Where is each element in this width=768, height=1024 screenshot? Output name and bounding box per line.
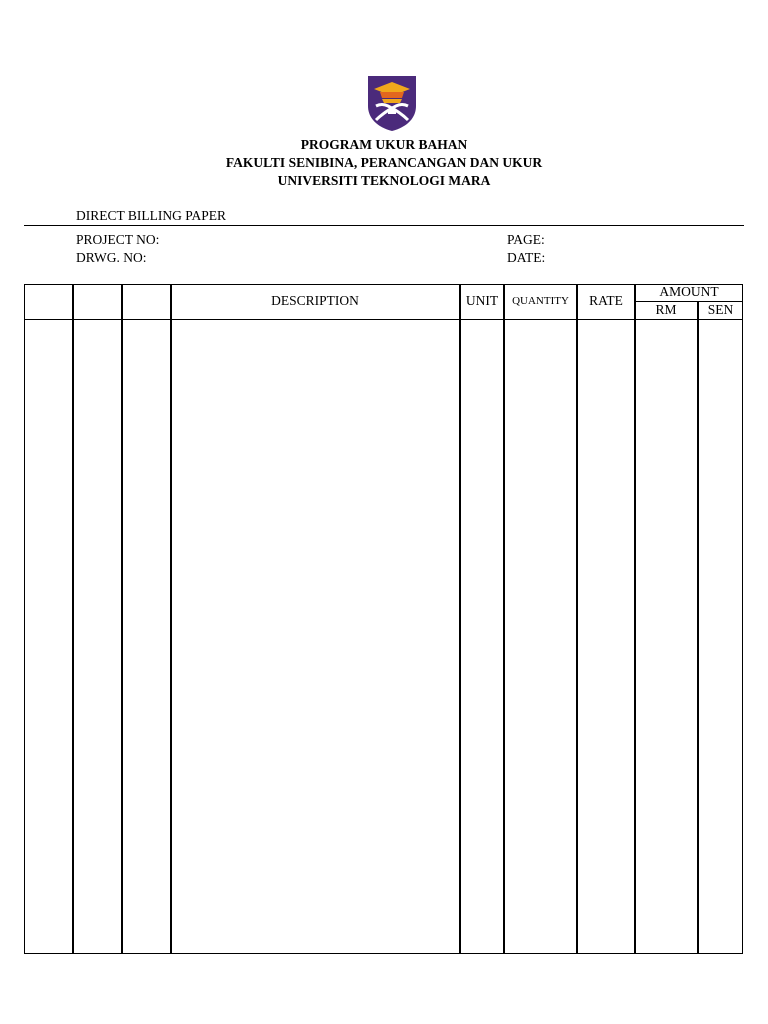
column-divider — [459, 284, 461, 954]
program-name: PROGRAM UKUR BAHAN — [300, 137, 468, 152]
column-divider — [634, 284, 636, 954]
project-no-label: PROJECT NO: — [76, 232, 160, 247]
title-divider — [24, 225, 744, 226]
column-divider — [503, 284, 505, 954]
date-label: DATE: — [507, 250, 546, 265]
drawing-no-label: DRWG. NO: — [76, 250, 147, 265]
column-divider — [576, 284, 578, 954]
rate-header: RATE — [589, 293, 623, 308]
column-divider — [121, 284, 123, 954]
header-row-divider — [24, 319, 743, 320]
column-divider — [697, 301, 699, 954]
description-header: DESCRIPTION — [271, 293, 359, 308]
column-divider — [72, 284, 74, 954]
document-title: DIRECT BILLING PAPER — [76, 208, 227, 223]
column-divider — [170, 284, 172, 954]
page-label: PAGE: — [507, 232, 545, 247]
faculty-name: FAKULTI SENIBINA, PERANCANGAN DAN UKUR — [225, 155, 543, 170]
sen-header: SEN — [707, 302, 734, 317]
university-name: UNIVERSITI TEKNOLOGI MARA — [277, 173, 491, 188]
rm-header: RM — [655, 302, 677, 317]
university-crest-logo — [366, 74, 418, 132]
amount-header: AMOUNT — [659, 284, 719, 299]
unit-header: UNIT — [465, 293, 499, 308]
quantity-header: QUANTITY — [512, 295, 569, 307]
